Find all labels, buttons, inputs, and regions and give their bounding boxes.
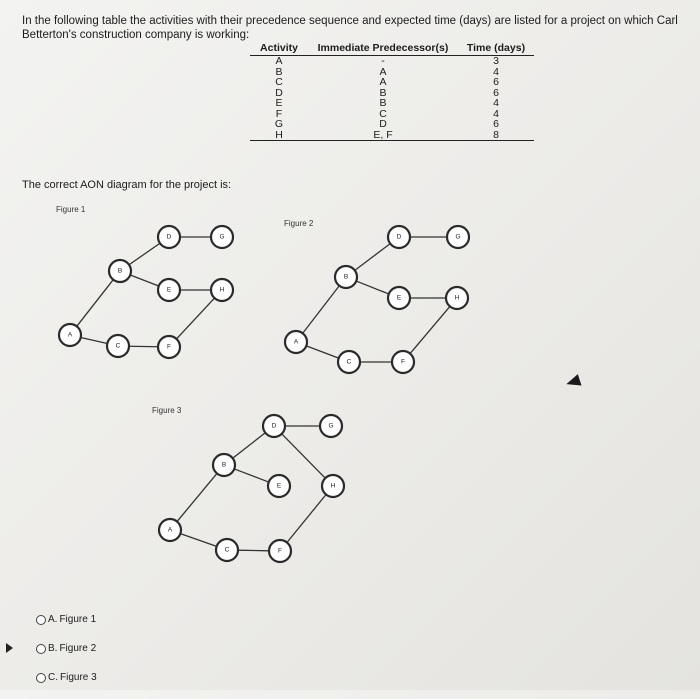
cell-predecessors: - — [381, 55, 385, 67]
header-time: Time (days) — [458, 42, 534, 56]
node-G — [447, 226, 469, 248]
node-A — [159, 519, 181, 541]
node-F — [158, 336, 180, 358]
edge-A-B — [303, 286, 340, 334]
cell-predecessors: B — [379, 97, 387, 109]
node-label: F — [278, 547, 282, 555]
cell-activity: F — [275, 107, 283, 120]
edge-C-F — [129, 346, 158, 347]
cell-activity: C — [275, 76, 283, 88]
figure-2-label: Figure 2 — [284, 219, 314, 228]
option-text: Figure 3 — [60, 672, 97, 683]
node-H — [322, 475, 344, 497]
node-E — [268, 475, 290, 497]
cell-predecessors: A — [379, 65, 387, 78]
node-label: D — [166, 233, 172, 241]
node-D — [158, 226, 180, 248]
answer-options — [36, 612, 97, 699]
node-H — [211, 279, 233, 301]
option-text: Figure 2 — [59, 643, 97, 654]
node-label: B — [117, 267, 123, 275]
radio-button[interactable] — [36, 673, 46, 683]
node-A — [285, 331, 307, 353]
cell-time: 6 — [493, 86, 499, 99]
figure-3-label: Figure 3 — [152, 406, 182, 415]
node-label: A — [67, 331, 73, 339]
figure-1 — [59, 226, 233, 358]
edge-F-H — [410, 306, 450, 353]
edge-D-H — [282, 434, 326, 478]
node-label: E — [276, 482, 282, 490]
edge-A-C — [306, 346, 338, 358]
node-G — [320, 415, 342, 437]
option-c[interactable] — [36, 670, 97, 685]
edge-A-B — [177, 473, 217, 521]
node-label: C — [224, 546, 230, 554]
node-label: A — [293, 338, 299, 346]
cell-activity: E — [275, 97, 283, 109]
node-label: F — [401, 358, 405, 366]
cell-time: 4 — [493, 65, 499, 78]
node-label: H — [330, 482, 336, 490]
edge-B-E — [234, 469, 268, 482]
edge-C-F — [238, 550, 269, 551]
node-label: D — [271, 422, 277, 430]
current-question-arrow-icon — [6, 643, 13, 653]
cell-time: 4 — [493, 107, 499, 120]
node-label: D — [396, 233, 402, 241]
edge-A-B — [77, 280, 113, 327]
node-B — [335, 266, 357, 288]
node-label: E — [166, 286, 172, 294]
node-label: H — [219, 286, 225, 294]
cell-predecessors: A — [379, 76, 387, 88]
node-label: F — [167, 343, 171, 351]
edge-B-D — [233, 433, 266, 458]
option-letter: A. — [48, 614, 58, 625]
node-D — [388, 226, 410, 248]
edge-B-E — [356, 281, 389, 294]
node-B — [213, 454, 235, 476]
node-A — [59, 324, 81, 346]
cell-time: 6 — [493, 76, 499, 88]
cell-time: 3 — [493, 55, 499, 67]
cell-predecessors: D — [379, 118, 387, 130]
cell-activity: B — [275, 65, 283, 78]
aon-prompt: The correct AON diagram for the project is: — [22, 179, 232, 191]
option-letter: C. — [48, 672, 58, 683]
cell-time: 4 — [493, 97, 499, 109]
cell-activity: H — [250, 130, 308, 141]
node-E — [388, 287, 410, 309]
node-D — [263, 415, 285, 437]
option-text: Figure 1 — [59, 614, 97, 625]
option-b[interactable] — [36, 641, 97, 656]
node-G — [211, 226, 233, 248]
node-F — [269, 540, 291, 562]
figure-2 — [285, 226, 469, 373]
node-label: B — [221, 461, 227, 469]
cell-activity: G — [274, 118, 284, 130]
figure-3 — [159, 415, 344, 562]
node-C — [338, 351, 360, 373]
node-label: B — [343, 273, 349, 281]
edge-A-C — [180, 534, 216, 547]
node-label: G — [219, 233, 225, 241]
cell-time: 6 — [493, 118, 499, 130]
option-a[interactable] — [36, 612, 97, 627]
edge-F-H — [176, 298, 214, 339]
option-letter: B. — [48, 643, 58, 654]
node-E — [158, 279, 180, 301]
node-label: E — [396, 294, 402, 302]
node-label: C — [346, 358, 352, 366]
cell-predecessors: B — [379, 86, 387, 99]
node-label: A — [167, 526, 173, 534]
edge-F-H — [287, 495, 326, 543]
edge-A-C — [81, 337, 108, 343]
cell-predecessors: C — [379, 107, 387, 120]
node-label: G — [328, 422, 334, 430]
radio-button[interactable] — [36, 615, 46, 625]
cell-predecessors: E, F — [308, 130, 458, 141]
node-label: H — [454, 294, 460, 302]
node-label: C — [115, 342, 121, 350]
cell-activity: A — [275, 55, 283, 67]
node-C — [216, 539, 238, 561]
cell-activity: D — [275, 86, 283, 99]
node-F — [392, 351, 414, 373]
figure-1-label: Figure 1 — [56, 205, 86, 214]
header-predecessors: Immediate Predecessor(s) — [308, 42, 458, 56]
question-text: In the following table the activities with their precedence sequence and expected time (days) are listed for a project on which Carl Betterton's construction company is working: — [22, 15, 678, 41]
edge-B-E — [130, 275, 158, 286]
header-activity: Activity — [250, 42, 308, 56]
node-label: G — [455, 233, 461, 241]
node-C — [107, 335, 129, 357]
edge-B-D — [355, 244, 390, 271]
node-B — [109, 260, 131, 282]
edge-B-D — [129, 243, 160, 264]
cell-time: 8 — [458, 130, 534, 141]
radio-button[interactable] — [36, 644, 46, 654]
node-H — [446, 287, 468, 309]
